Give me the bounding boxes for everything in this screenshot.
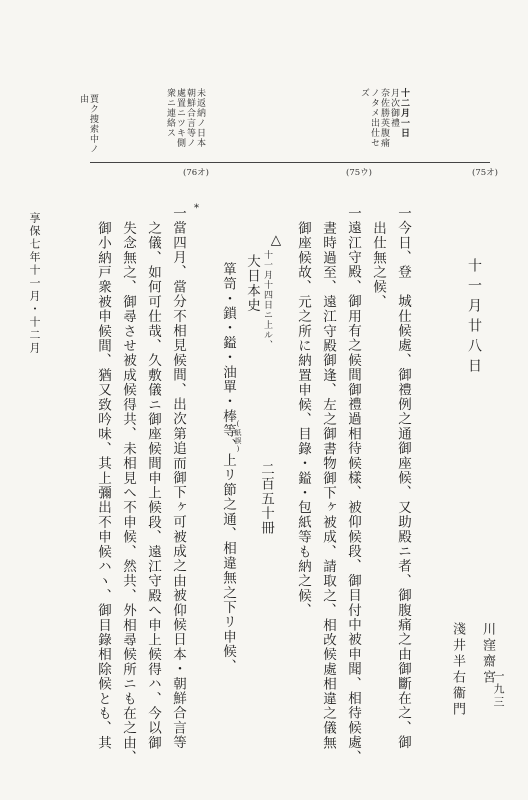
entry2-line-4: 御小納戸衆被申候間、猶又致吟味、其上彌出不申候ハヽ、御目錄相除候とも、其 [95,221,111,751]
date-heading: 十一月廿八日 [466,258,482,378]
entry2-line-1: 一當四月、當分不相見候間、出次第追而御下ヶ可被成之由被仰候日本・朝鮮合言等 [170,206,186,750]
official-name-2: 淺井半右衞門 [450,622,465,718]
entry2-line-3: 失念無之、御尋させ被成候得共、未相見へ不申候、然共、外相尋候所ニも在之由、 [120,221,136,765]
side-label-75o: (75オ) [472,168,498,178]
entry-line-4: 晝時過至、遠江守殿御逢、左之御書物御下ヶ被成、請取之、相改候處相違之儀無 [320,221,336,751]
entry2-line-2: 之儀、如何可仕哉、久敷儀ニ御座候間申上候段、遠江守殿へ申上候得ハ、今以御 [145,221,161,751]
official-name-1: 川窪齋宮 [480,622,495,686]
entry-line-5: 御座候故、元之所に納置申候、目錄・鎰・包紙等も納之候、 [295,221,311,618]
entry-line-2: 出仕無之候、 [370,221,386,310]
book-mark: △ [268,232,284,250]
book-date-note: 十一月十四日ニ上ル、 [262,250,272,350]
running-title: 享保七年十一月・十二月 [28,212,41,355]
asterisk-mark: * [191,203,202,216]
book-count: 二百五十冊 [258,462,274,536]
entry-line-1: 一今日、登 城仕候處、御禮例之通御座候、又助殿ニ者、御腹痛之由御斷在之、御 [395,206,411,750]
entry-line-3: 一遠江守殿、御用有之候間御禮過相待候樣、被仰候段、御目付中被申聞、相待候處、 [345,206,361,765]
header-divider [90,162,490,163]
side-label-75u: (75ウ) [346,168,372,178]
items-note: (紙誤) [234,420,242,454]
page-number: 一九三 [492,670,505,709]
side-label-76o: (76オ) [183,168,209,178]
book-title: 大日本史 [244,254,260,313]
items-line: 箪笥・鎖・鎰・油單・棒等、上リ節之通、相違無之下リ申候、 [220,262,236,674]
